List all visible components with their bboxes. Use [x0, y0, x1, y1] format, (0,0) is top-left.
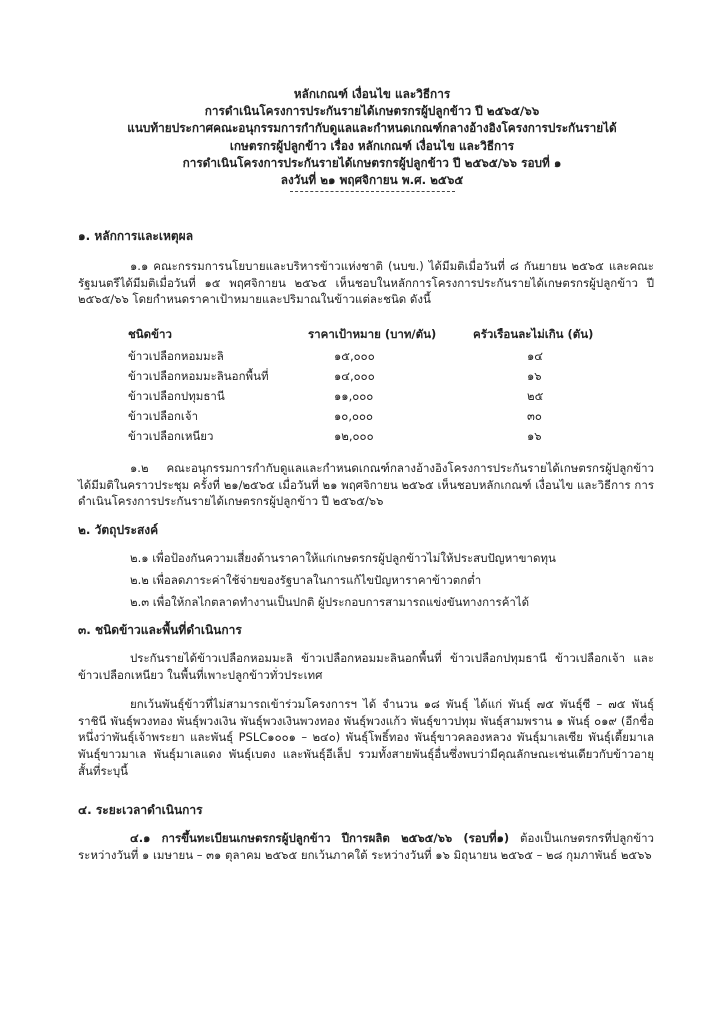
header-line-1: หลักเกณฑ์ เงื่อนไข และวิธีการ	[293, 87, 451, 101]
table-row	[128, 366, 623, 386]
registration-lead: ๔.๑ การขึ้นทะเบียนเกษตรกรผู้ปลูกข้าว ปีการผลิต ๒๕๖๕/๖๖ (รอบที่๑)	[130, 831, 510, 845]
rice-type-cell: ข้าวเปลือกปทุมธานี	[128, 388, 225, 403]
header-divider	[290, 191, 455, 192]
objective-item: ๒.๑ เพื่อป้องกันความเสี่ยงด้านราคาให้แก่เกษตรกรผู้ปลูกข้าวไม่ให้ประสบปัญหาขาดทุน	[130, 551, 556, 565]
rice-price-table	[128, 322, 623, 446]
section-3-paragraph-2: ยกเว้นพันธุ์ข้าวที่ไม่สามารถเข้าร่วมโครงการฯ ได้ จำนวน ๑๘ พันธุ์ ได้แก่ พันธุ์ ๗๕ พันธุ์ซี – ๗๕ พันธุ์ราชินี พันธุ์พวงทอง พันธุ์พวงเงิน พันธุ์พวงเงินพวงทอง พันธุ์พวงแก้ว พันธุ์ขาวปทุม พันธุ์สามพราน ๑ พันธุ์ ๐๑๙ (อีกชื่อหนึ่งว่าพันธุ์เจ้าพระยา และพันธุ์ PSLC๑๐๐๑ – ๒๔๐) พันธุ์โพธิ์ทอง พันธุ์ขาวคลองหลวง พันธุ์มาเลเซีย พันธุ์เตี้ยมาเล พันธุ์ขาวมาเล พันธุ์มาเลแดง พันธุ์เบตง และพันธุ์อีเล็ป รวมทั้งสายพันธุ์อื่นซึ่งพบว่ามีคุณลักษณะเช่นเดียวกับข้าวอายุสั้นที่ระบุนี้	[78, 697, 654, 778]
rice-type-cell: ข้าวเปลือกหอมมะลินอกพื้นที่	[128, 368, 269, 383]
quota-cell: ๑๖	[527, 428, 542, 443]
section-2-title: ๒. วัตถุประสงค์	[78, 523, 159, 537]
header-line-6: ลงวันที่ ๒๑ พฤศจิกายน พ.ศ. ๒๕๖๕	[280, 173, 464, 188]
section-3-title: ๓. ชนิดข้าวและพื้นที่ดำเนินการ	[78, 623, 242, 637]
target-price-cell: ๑๐,๐๐๐	[334, 408, 374, 423]
section-4-paragraph-1	[78, 830, 654, 863]
table-row	[128, 426, 623, 446]
quota-cell: ๑๖	[527, 368, 542, 383]
registration-detail: ต้องเป็นเกษตรกรที่ปลูกข้าวระหว่างวันที่ ๑ เมษายน – ๓๑ ตุลาคม ๒๕๖๕ ยกเว้นภาคใต้ ระหว่างวันที่ ๑๖ มิถุนายน ๒๕๖๕ – ๒๘ กุมภาพันธ์ ๒๕๖๖	[78, 831, 654, 862]
rice-type-cell: ข้าวเปลือกหอมมะลิ	[128, 348, 224, 363]
table-row	[128, 346, 623, 366]
section-1-paragraph-2: ๑.๒ คณะอนุกรรมการกำกับดูแลและกำหนดเกณฑ์กลางอ้างอิงโครงการประกันรายได้เกษตรกรผู้ปลูกข้าว ได้มีมติในคราวประชุม ครั้งที่ ๒๑/๒๕๖๕ เมื่อวันที่ ๒๑ พฤศจิกายน ๒๕๖๕ เห็นชอบหลักเกณฑ์ เงื่อนไข และวิธีการ การดำเนินโครงการประกันรายได้เกษตรกรผู้ปลูกข้าว ปี ๒๕๖๕/๖๖	[78, 461, 654, 509]
header-line-5: การดำเนินโครงการประกันรายได้เกษตรกรผู้ปลูกข้าว ปี ๒๕๖๕/๖๖ รอบที่ ๑	[182, 155, 562, 170]
target-price-cell: ๑๑,๐๐๐	[334, 388, 374, 403]
table-row	[128, 386, 623, 406]
header-line-2: การดำเนินโครงการประกันรายได้เกษตรกรผู้ปลูกข้าว ปี ๒๕๖๕/๖๖	[204, 104, 540, 119]
table-header-cell: ชนิดข้าว	[128, 326, 172, 341]
objective-item: ๒.๓ เพื่อให้กลไกตลาดทำงานเป็นปกติ ผู้ประกอบการสามารถแข่งขันทางการค้าได้	[130, 595, 530, 609]
quota-cell: ๓๐	[527, 408, 542, 423]
rice-type-cell: ข้าวเปลือกเจ้า	[128, 408, 199, 423]
target-price-cell: ๑๕,๐๐๐	[334, 348, 375, 363]
table-row	[128, 406, 623, 426]
header-line-4: เกษตรกรผู้ปลูกข้าว เรื่อง หลักเกณฑ์ เงื่อนไข และวิธีการ	[229, 138, 515, 153]
section-1-title: ๑. หลักการและเหตุผล	[78, 229, 194, 243]
table-header-row	[128, 322, 623, 346]
header-line-3: แนบท้ายประกาศคณะอนุกรรมการกำกับดูแลและกำหนดเกณฑ์กลางอ้างอิงโครงการประกันรายได้	[127, 121, 617, 136]
rice-type-cell: ข้าวเปลือกเหนียว	[128, 428, 214, 443]
document-header	[60, 86, 684, 192]
quota-cell: ๒๕	[527, 388, 544, 403]
section-4-title: ๔. ระยะเวลาดำเนินการ	[78, 803, 203, 817]
objective-item: ๒.๒ เพื่อลดภาระค่าใช้จ่ายของรัฐบาลในการแก้ไขปัญหาราคาข้าวตกต่ำ	[130, 573, 482, 587]
target-price-cell: ๑๔,๐๐๐	[334, 368, 375, 383]
table-header-cell: ครัวเรือนละไม่เกิน (ตัน)	[473, 326, 594, 341]
table-header-cell: ราคาเป้าหมาย (บาท/ตัน)	[308, 326, 437, 341]
section-3-paragraph-1: ประกันรายได้ข้าวเปลือกหอมมะลิ ข้าวเปลือกหอมมะลินอกพื้นที่ ข้าวเปลือกปทุมธานี ข้าวเปลือกเจ้า และข้าวเปลือกเหนียว ในพื้นที่เพาะปลูกข้าวทั่วประเทศ	[78, 651, 654, 682]
section-1-paragraph-1: ๑.๑ คณะกรรมการนโยบายและบริหารข้าวแห่งชาติ (นบข.) ได้มีมติเมื่อวันที่ ๘ กันยายน ๒๕๖๕ และคณะรัฐมนตรีได้มีมติเมื่อวันที่ ๑๕ พฤศจิกายน ๒๕๖๕ เห็นชอบในหลักการโครงการประกันรายได้เกษตรกรผู้ปลูกข้าว ปี ๒๕๖๕/๖๖ โดยกำหนดราคาเป้าหมายและปริมาณในข้าวแต่ละชนิด ดังนี้	[78, 259, 654, 307]
quota-cell: ๑๔	[527, 348, 544, 363]
target-price-cell: ๑๒,๐๐๐	[334, 428, 374, 443]
